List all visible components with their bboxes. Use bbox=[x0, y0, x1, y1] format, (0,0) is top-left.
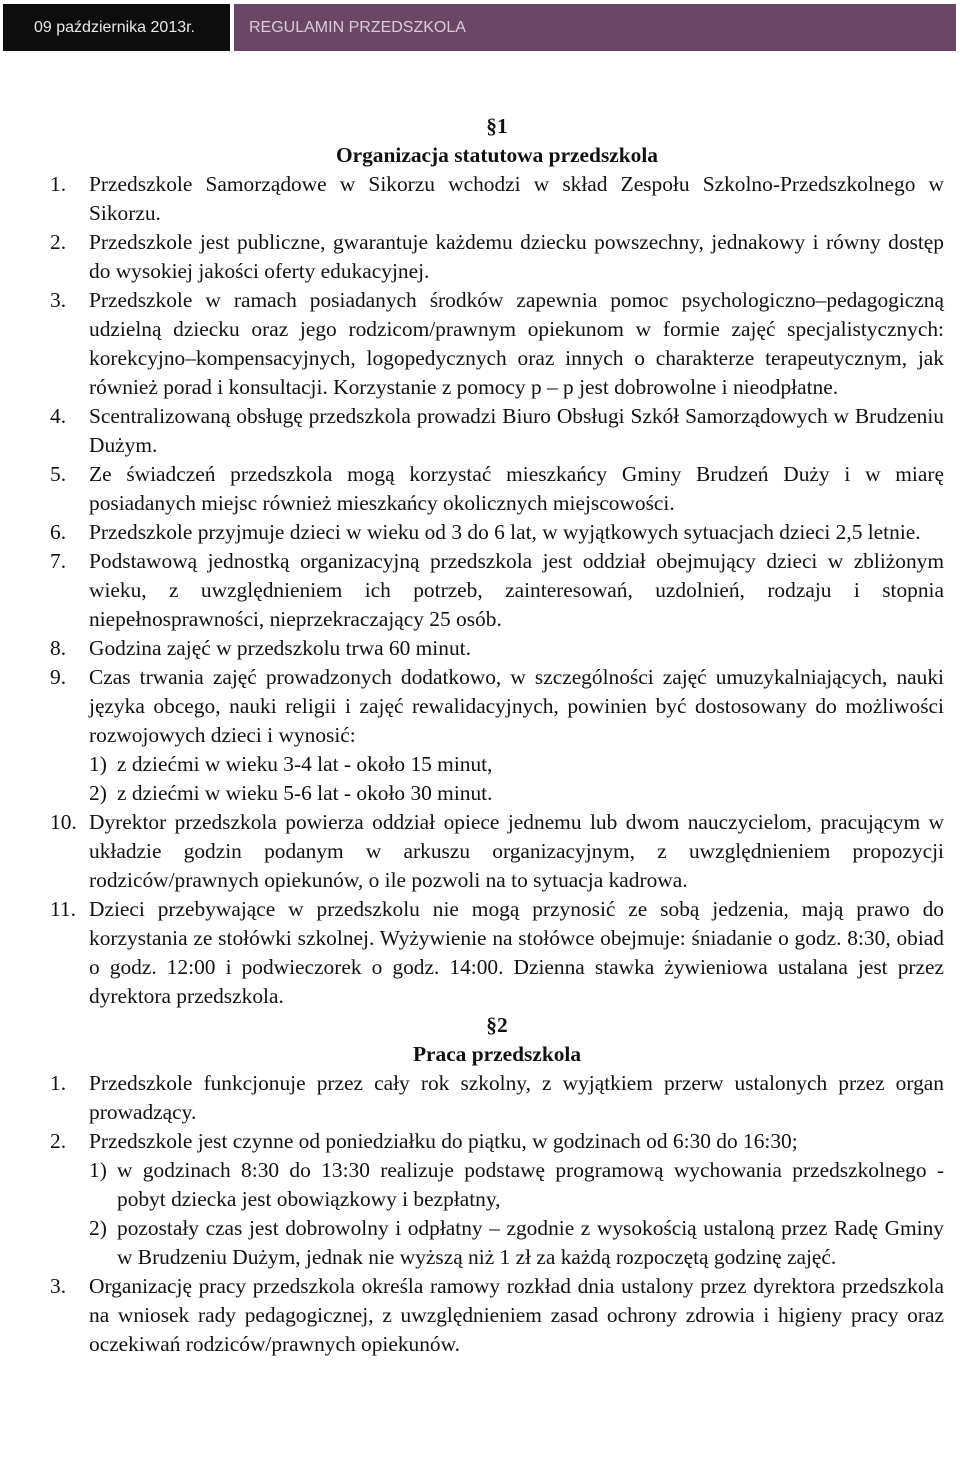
item-text: Przedszkole jest czynne od poniedziałku do piątku, w godzinach od 6:30 do 16:30; bbox=[89, 1129, 798, 1153]
section-items bbox=[50, 1069, 944, 1359]
item-text: Przedszkole Samorządowe w Sikorzu wchodzi w skład Zespołu Szkolno-Przedszkolnego w Sikorzu. bbox=[89, 172, 944, 225]
item-number: 3. bbox=[50, 288, 67, 312]
item-text: Przedszkole jest publiczne, gwarantuje każdemu dziecku powszechny, jednakowy i równy dostęp do wysokiej jakości oferty edukacyjnej. bbox=[89, 230, 944, 283]
sub-item-number: 2) bbox=[89, 781, 107, 805]
item-text: Organizację pracy przedszkola określa ramowy rozkład dnia ustalony przez dyrektora przedszkola na wniosek rady pedagogicznej, z uwzględnieniem zasad ochrony zdrowia i higieny pracy oraz oczekiwań rodziców/prawnych opiekunów. bbox=[89, 1274, 944, 1356]
sub-list bbox=[89, 750, 944, 808]
item-number: 9. bbox=[50, 665, 67, 689]
item-number: 3. bbox=[50, 1274, 67, 1298]
item-number: 6. bbox=[50, 520, 67, 544]
item-number: 2. bbox=[50, 1129, 67, 1153]
sub-item-number: 2) bbox=[89, 1216, 107, 1240]
item-text: Podstawową jednostką organizacyjną przedszkola jest oddział obejmujący dzieci w zbliżonym wieku, z uwzględnieniem ich potrzeb, zainteresowań, uzdolnień, rodzaju i stopnia niepełnosprawności, nieprzekraczający 25 osób. bbox=[89, 549, 944, 631]
list-item bbox=[50, 518, 944, 547]
header-date: 09 października 2013r. bbox=[3, 4, 230, 51]
item-number: 8. bbox=[50, 636, 67, 660]
item-text: Dyrektor przedszkola powierza oddział opiece jednemu lub dwom nauczycielom, pracującym w układzie godzin podanym w arkuszu organizacyjnym, z uwzględnieniem propozycji rodziców/prawnych opiekunów, o ile pozwoli na to sytuacja kadrowa. bbox=[89, 810, 944, 892]
sub-list-item bbox=[89, 1156, 944, 1214]
sub-item-text: pozostały czas jest dobrowolny i odpłatny – zgodnie z wysokością ustaloną przez Radę Gminy w Brudzeniu Dużym, jednak nie wyższą niż 1 zł za każdą rozpoczętą godzinę zajęć. bbox=[117, 1216, 944, 1269]
section-items bbox=[50, 170, 944, 1011]
list-item bbox=[50, 460, 944, 518]
list-item bbox=[50, 663, 944, 808]
item-text: Czas trwania zajęć prowadzonych dodatkowo, w szczególności zajęć umuzykalniających, nauki języka obcego, nauki religii i zajęć rewalidacyjnych, powinien być dostosowany do możliwości rozwojowych dzieci i wynosić: bbox=[89, 665, 944, 747]
list-item bbox=[50, 170, 944, 228]
list-item bbox=[50, 228, 944, 286]
item-text: Ze świadczeń przedszkola mogą korzystać mieszkańcy Gminy Brudzeń Duży i w miarę posiadanych miejsc również mieszkańcy okolicznych miejscowości. bbox=[89, 462, 944, 515]
item-number: 10. bbox=[50, 810, 77, 834]
sub-list-item bbox=[89, 1214, 944, 1272]
item-text: Dzieci przebywające w przedszkolu nie mogą przynosić ze sobą jedzenia, mają prawo do korzystania ze stołówki szkolnej. Wyżywienie na stołówce obejmuje: śniadanie o godz. 8:30, obiad o godz. 12:00 i podwieczorek o godz. 14:00. Dzienna stawka żywieniowa ustalana jest przez dyrektora przedszkola. bbox=[89, 897, 944, 1008]
sub-item-number: 1) bbox=[89, 1158, 107, 1182]
header-title: REGULAMIN PRZEDSZKOLA bbox=[234, 4, 956, 51]
sub-item-text: z dziećmi w wieku 3-4 lat - około 15 minut, bbox=[117, 752, 493, 776]
sub-list bbox=[89, 1156, 944, 1272]
list-item bbox=[50, 1127, 944, 1272]
section-number: §1 bbox=[486, 114, 508, 138]
list-item bbox=[50, 1069, 944, 1127]
sub-item-text: w godzinach 8:30 do 13:30 realizuje podstawę programową wychowania przedszkolnego - pobyt dziecka jest obowiązkowy i bezpłatny, bbox=[117, 1158, 944, 1211]
item-text: Scentralizowaną obsługę przedszkola prowadzi Biuro Obsługi Szkół Samorządowych w Brudzeniu Dużym. bbox=[89, 404, 944, 457]
item-number: 11. bbox=[50, 897, 76, 921]
item-number: 1. bbox=[50, 1071, 67, 1095]
item-number: 1. bbox=[50, 172, 67, 196]
section-title: Praca przedszkola bbox=[412, 1042, 582, 1066]
list-item bbox=[50, 402, 944, 460]
list-item bbox=[50, 547, 944, 634]
list-item bbox=[50, 634, 944, 663]
section-title: Organizacja statutowa przedszkola bbox=[335, 143, 658, 167]
item-number: 4. bbox=[50, 404, 67, 428]
item-text: Przedszkole w ramach posiadanych środków zapewnia pomoc psychologiczno–pedagogiczną udzielną dziecku oraz jego rodzicom/prawnym opiekunom w formie zajęć specjalistycznych: korekcyjno–kompensacyjnych, logopedycznych oraz innych o charakterze terapeutycznym, jak również porad i konsultacji. Korzystanie z pomocy p – p jest dobrowolne i nieodpłatne. bbox=[89, 288, 944, 399]
list-item bbox=[50, 808, 944, 895]
document-body bbox=[50, 112, 944, 1359]
item-text: Przedszkole przyjmuje dzieci w wieku od 3 do 6 lat, w wyjątkowych sytuacjach dzieci 2,5 letnie. bbox=[89, 520, 921, 544]
list-item bbox=[50, 1272, 944, 1359]
sub-item-number: 1) bbox=[89, 752, 107, 776]
item-text: Przedszkole funkcjonuje przez cały rok szkolny, z wyjątkiem przerw ustalonych przez organ prowadzący. bbox=[89, 1071, 944, 1124]
list-item bbox=[50, 895, 944, 1011]
sub-list-item bbox=[89, 750, 944, 779]
item-number: 2. bbox=[50, 230, 67, 254]
page-header bbox=[3, 4, 956, 51]
section-number: §2 bbox=[486, 1013, 508, 1037]
list-item bbox=[50, 286, 944, 402]
item-text: Godzina zajęć w przedszkolu trwa 60 minut. bbox=[89, 636, 471, 660]
sub-item-text: z dziećmi w wieku 5-6 lat - około 30 minut. bbox=[117, 781, 493, 805]
item-number: 5. bbox=[50, 462, 67, 486]
item-number: 7. bbox=[50, 549, 67, 573]
sub-list-item bbox=[89, 779, 944, 808]
